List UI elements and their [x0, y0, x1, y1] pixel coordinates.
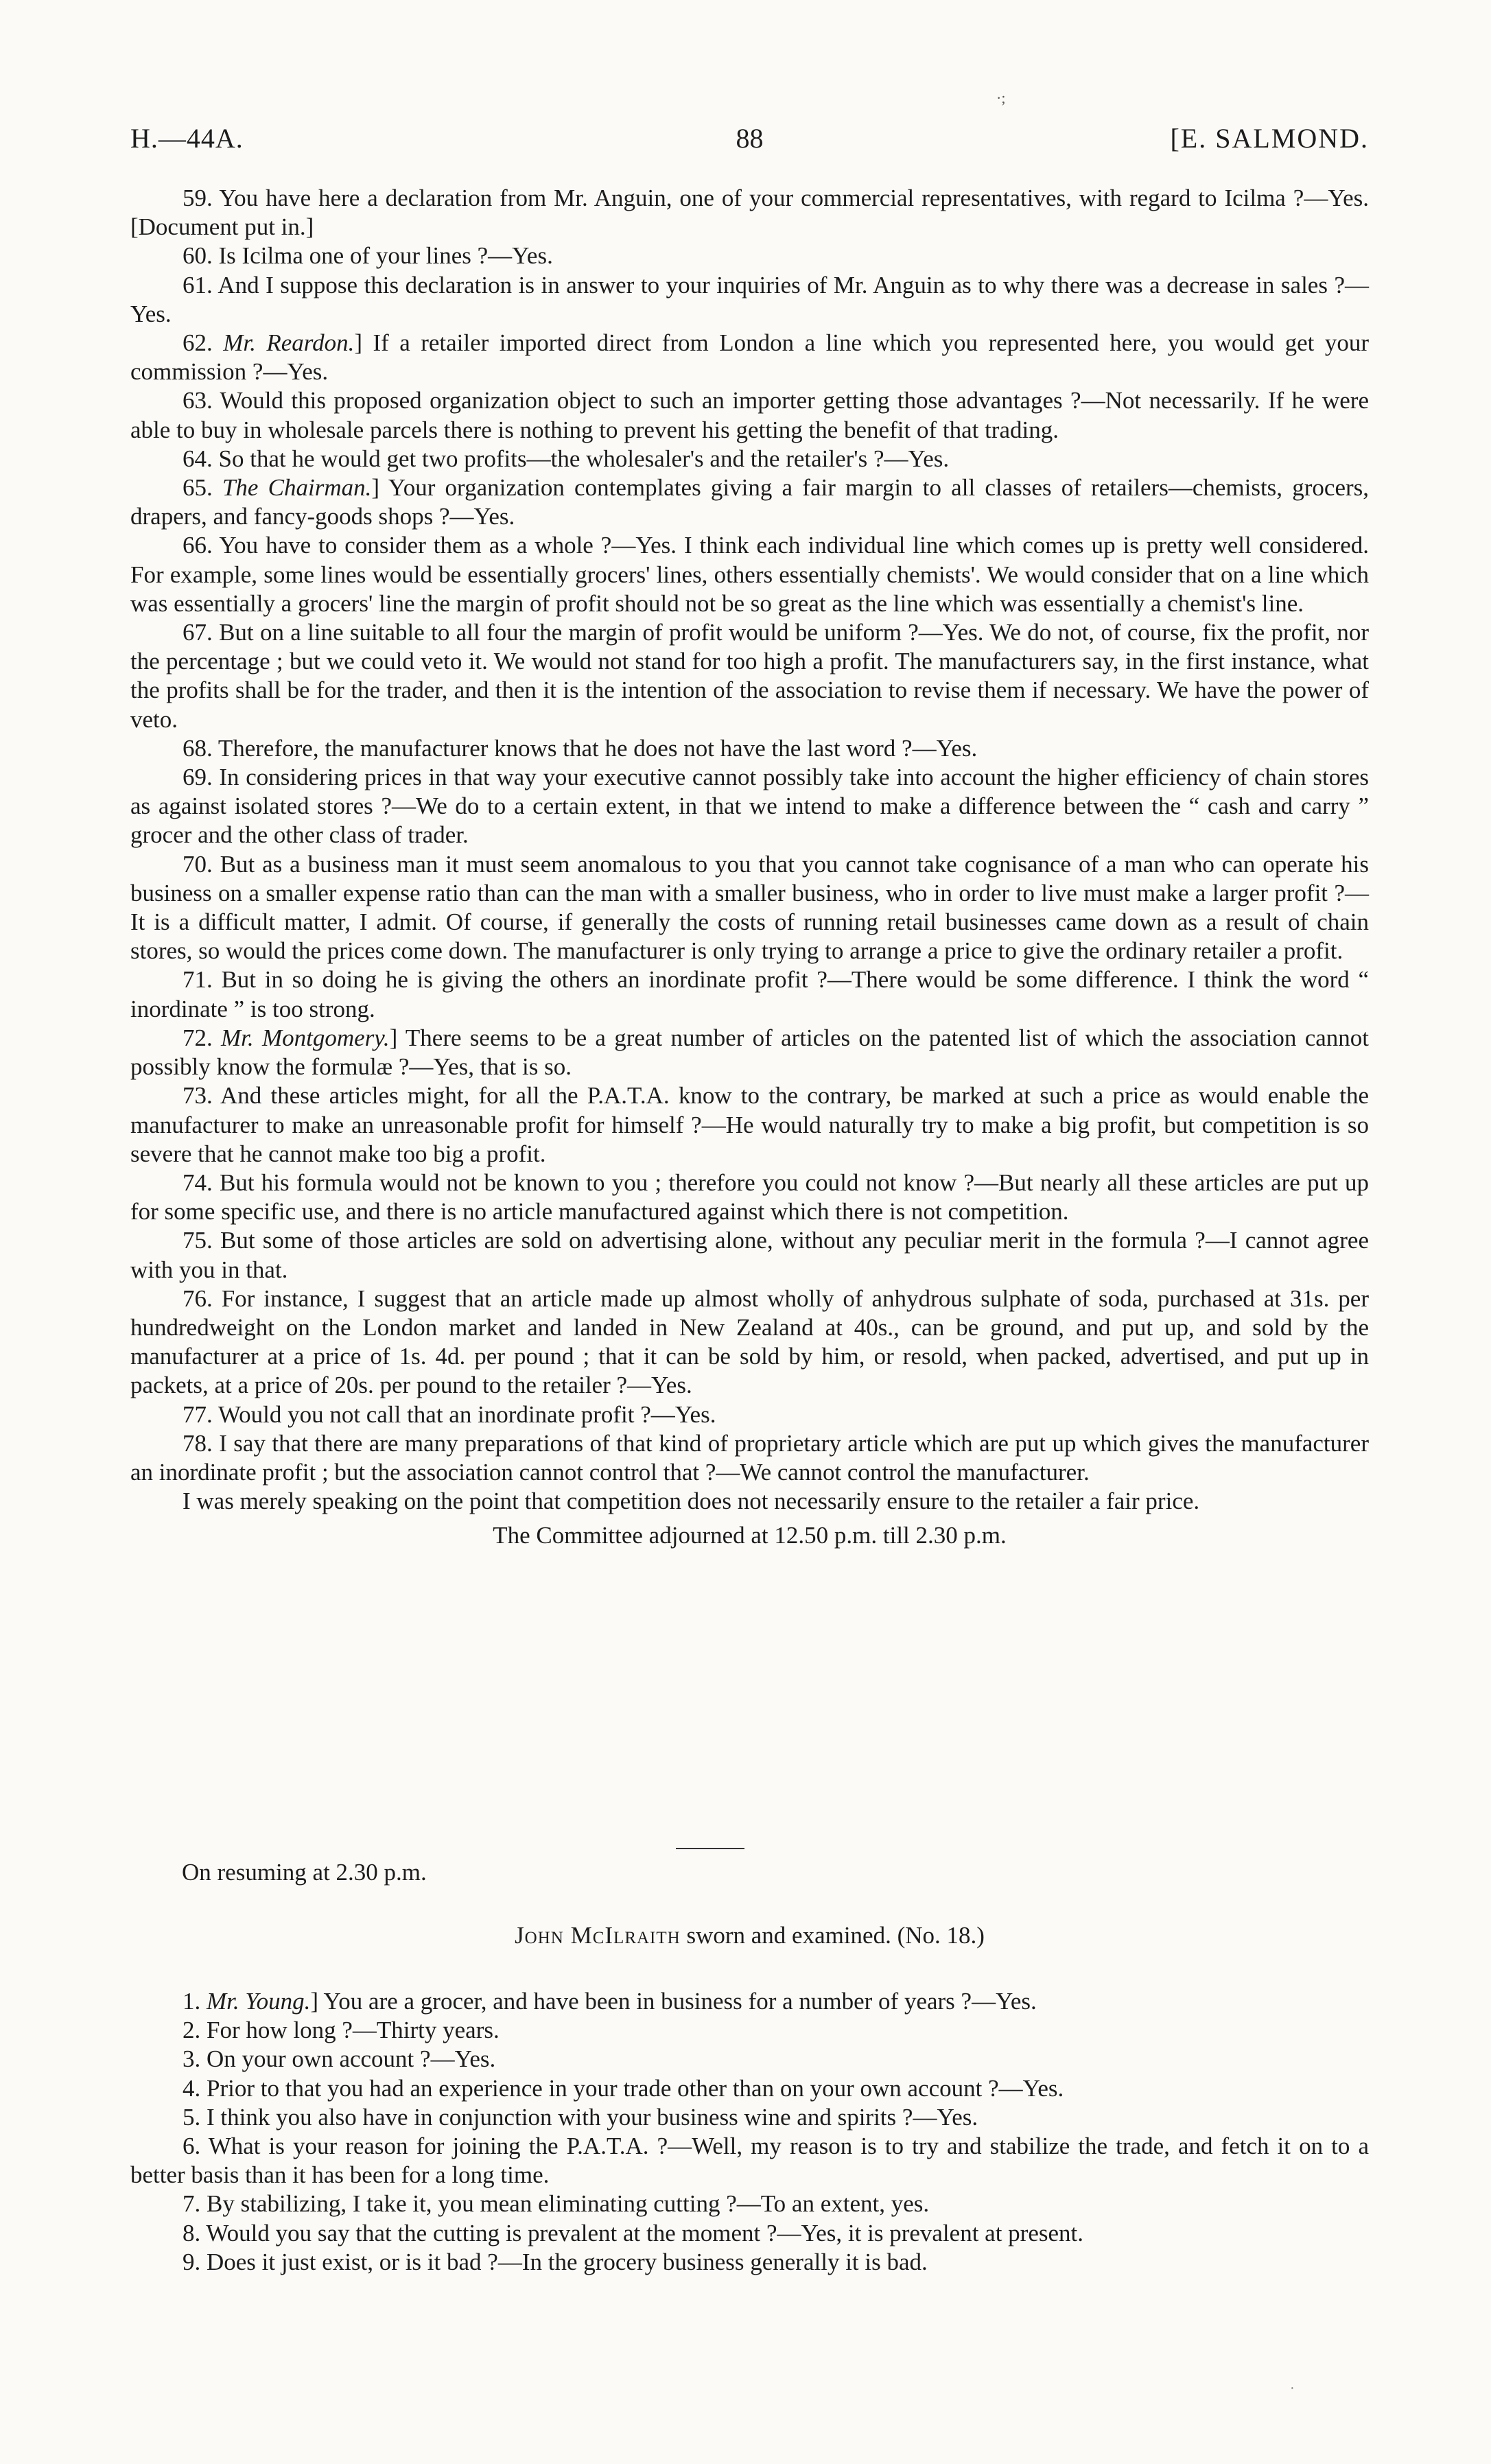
resuming-note: On resuming at 2.30 p.m. — [182, 1859, 427, 1886]
speaker-name: Mr. Montgomery. — [221, 1024, 390, 1051]
adjournment-note: The Committee adjourned at 12.50 p.m. till 2.30 p.m. — [493, 1522, 1007, 1549]
speaker-name: The Chairman. — [222, 474, 372, 502]
print-speck: · — [1290, 2381, 1295, 2396]
question-59: 59. You have here a declaration from Mr. Anguin, one of your commercial representatives, with regard to Icilma ?—Yes. [Document put in.] — [130, 185, 1369, 241]
question-67: 67. But on a line suitable to all four the margin of profit would be uniform ?—Yes. We do not, of course, fix the profit, nor the percentage ; but we could veto it. We would not stand for too high a profit. The manufacturers say, in the first instance, what the profits shall be for the trader, and then it is the intention of the association to revise them if necessary. We have the power of veto. — [130, 619, 1369, 733]
question-75: 75. But some of those articles are sold on advertising alone, without any peculiar merit in the formula ?—I cannot agree with you in that. — [130, 1227, 1369, 1283]
question-9: 9. Does it just exist, or is it bad ?—In the grocery business generally it is bad. — [183, 2248, 928, 2275]
section-divider — [676, 1848, 744, 1849]
question-5: 5. I think you also have in conjunction with your business wine and spirits ?—Yes. — [183, 2103, 978, 2131]
question-8: 8. Would you say that the cutting is prevalent at the moment ?—Yes, it is prevalent at present. — [183, 2219, 1083, 2246]
page-header — [130, 122, 1369, 163]
question-65: 65. The Chairman.] Your organization contemplates giving a fair margin to all classes of retailers—chemists, grocers, drapers, and fancy-goods shops ?—Yes. — [130, 474, 1370, 530]
question-63: 63. Would this proposed organization object to such an importer getting those advantages ?—Not necessarily. If he were able to buy in wholesale parcels there is nothing to prevent his getting the benefit of that trading. — [130, 387, 1369, 443]
evidence-mcilraith — [130, 1987, 1369, 2277]
print-speck: ·; — [996, 89, 1006, 106]
question-66: 66. You have to consider them as a whole ?—Yes. I think each individual line which comes up is pretty well considered. For example, some lines would be essentially grocers' lines, others essentially chemists'. We would consider that on a line which was essentially a grocers' line the margin of profit should not be so great as the line which was essentially a chemist's line. — [130, 532, 1369, 617]
question-62: 62. Mr. Reardon.] If a retailer imported direct from London a line which you represented here, you would get your commission ?—Yes. — [130, 329, 1369, 386]
question-2: 2. For how long ?—Thirty years. — [183, 2017, 500, 2044]
question-76: 76. For instance, I suggest that an article made up almost wholly of anhydrous sulphate of soda, purchased at 31s. per hundredweight on the London market and landed in New Zealand at 40s., can be ground, and put up, and sold by the manufacturer at a price of 1s. 4d. per pound ; that it can be sold by him, or resold, when packed, advertised, and put up in packets, at a price of 20s. per pound to the retailer ?—Yes. — [130, 1284, 1369, 1399]
question-3: 3. On your own account ?—Yes. — [183, 2045, 496, 2073]
question-68: 68. Therefore, the manufacturer knows that he does not have the last word ?—Yes. — [183, 734, 978, 762]
question-69: 69. In considering prices in that way your executive cannot possibly take into account the higher efficiency of chain stores as against isolated stores ?—We do to a certain extent, in that we intend to make a difference between the “ cash and carry ” grocer and the other class of trader. — [130, 764, 1369, 849]
question-71: 71. But in so doing he is giving the others an inordinate profit ?—There would be some difference. I think the word “ inordinate ” is too strong. — [130, 966, 1369, 1022]
question-64: 64. So that he would get two profits—the wholesaler's and the retailer's ?—Yes. — [183, 445, 950, 472]
question-60: 60. Is Icilma one of your lines ?—Yes. — [183, 242, 553, 270]
question-4: 4. Prior to that you had an experience in your trade other than on your own account ?—Yes. — [183, 2074, 1064, 2102]
question-73: 73. And these articles might, for all the P.A.T.A. know to the contrary, be marked at such a price as would enable the manufacturer to make an unreasonable profit for himself ?—He would naturally try to make a big profit, but competition is so severe that he cannot make too big a profit. — [130, 1082, 1369, 1167]
evidence-continued — [130, 184, 1369, 1551]
witness-name: John McIlraith — [515, 1922, 681, 1949]
question-78: 78. I say that there are many preparations of that kind of proprietary article which are put up which gives the manufacturer an inordinate profit ; but the association cannot control that ?—We cannot control the manufacturer. — [130, 1429, 1369, 1486]
question-7: 7. By stabilizing, I take it, you mean eliminating cutting ?—To an extent, yes. — [183, 2190, 930, 2218]
speaker-name: Mr. Reardon. — [223, 329, 355, 357]
witness-running-head: [E. SALMOND. — [1170, 123, 1369, 154]
question-1: 1. Mr. Young.] You are a grocer, and have been in business for a number of years ?—Yes. — [183, 1988, 1037, 2015]
page-number: 88 — [736, 123, 764, 154]
question-6: 6. What is your reason for joining the P.A.T.A. ?—Well, my reason is to try and stabilize the trade, and fetch it on to a better basis than it has been for a long time. — [130, 2133, 1369, 2189]
witness-heading — [130, 1921, 1369, 1950]
witness-heading-rest: sworn and examined. (No. 18.) — [680, 1922, 985, 1949]
question-74: 74. But his formula would not be known to you ; therefore you could not know ?—But nearly all these articles are put up for some specific use, and there is no article manufactured against which there is not competition. — [130, 1169, 1369, 1225]
document-reference: H.—44A. — [130, 123, 244, 154]
witness-remark: I was merely speaking on the point that competition does not necessarily ensure to the retailer a fair price. — [183, 1488, 1200, 1515]
question-72: 72. Mr. Montgomery.] There seems to be a great number of articles on the patented list of which the association cannot possibly know the formulæ ?—Yes, that is so. — [130, 1024, 1370, 1081]
question-61: 61. And I suppose this declaration is in answer to your inquiries of Mr. Anguin as to why there was a decrease in sales ?—Yes. — [130, 271, 1369, 327]
speaker-name: Mr. Young. — [207, 1988, 311, 2015]
question-70: 70. But as a business man it must seem anomalous to you that you cannot take cognisance of a man who can operate his business on a smaller expense ratio than can the man with a smaller business, who in order to live must make a larger profit ?—It is a difficult matter, I admit. Of course, if generally the costs of running retail businesses came down as a result of chain stores, so would the prices come down. The manufacturer is only trying to arrange a price to give the ordinary retailer a profit. — [130, 850, 1369, 965]
question-77: 77. Would you not call that an inordinate profit ?—Yes. — [183, 1400, 716, 1428]
